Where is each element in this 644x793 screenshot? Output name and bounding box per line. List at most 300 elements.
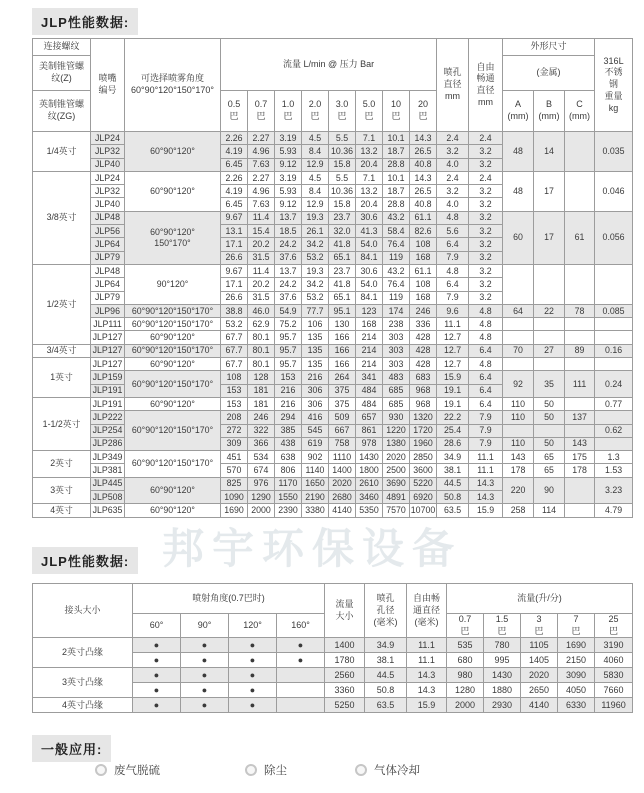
data-cell: 976 — [248, 477, 275, 490]
data-cell: 10.1 — [383, 171, 410, 184]
data-cell: 18.7 — [383, 145, 410, 158]
data-cell: 77.7 — [302, 304, 329, 317]
data-cell: 4.5 — [302, 132, 329, 145]
data-cell: 13.7 — [275, 211, 302, 224]
data-cell: 1280 — [447, 683, 484, 698]
data-cell: 428 — [410, 331, 437, 344]
data-cell: 143 — [503, 451, 534, 464]
data-cell: 5.93 — [275, 185, 302, 198]
data-cell: JLP48 — [91, 264, 125, 277]
data-cell: 13.2 — [356, 185, 383, 198]
data-cell: 166 — [329, 344, 356, 357]
data-cell: 15.9 — [437, 371, 469, 384]
header-cell: 2.0 巴 — [302, 91, 329, 132]
data-cell — [277, 698, 325, 713]
data-cell: ● — [277, 653, 325, 668]
data-cell: JLP64 — [91, 278, 125, 291]
data-cell: 4140 — [329, 504, 356, 517]
data-cell: 54.9 — [275, 304, 302, 317]
data-cell: 19.1 — [437, 397, 469, 410]
data-cell: 181 — [248, 384, 275, 397]
data-cell: 43.2 — [383, 264, 410, 277]
data-cell: 3.2 — [469, 145, 503, 158]
data-cell: 53.2 — [302, 251, 329, 264]
data-cell: 2.4 — [469, 171, 503, 184]
data-cell: 15.9 — [469, 504, 503, 517]
data-cell: 1.53 — [595, 464, 633, 477]
data-cell: 82.6 — [410, 225, 437, 238]
data-cell: 2.4 — [437, 132, 469, 145]
data-cell — [565, 477, 595, 504]
data-cell: 1.3 — [595, 451, 633, 464]
table-row — [33, 668, 633, 683]
data-cell: 65.1 — [329, 291, 356, 304]
data-cell: 8.4 — [302, 185, 329, 198]
data-cell: 3.23 — [595, 477, 633, 504]
header-cell: 自由畅 通直径 (毫米) — [407, 584, 447, 638]
data-cell: 303 — [383, 344, 410, 357]
data-cell: 4060 — [595, 653, 633, 668]
table-row — [33, 318, 633, 331]
data-cell: 11.1 — [407, 653, 447, 668]
data-cell: 1110 — [329, 451, 356, 464]
data-cell: 2020 — [521, 668, 558, 683]
data-cell: 9.6 — [437, 304, 469, 317]
data-cell: 1690 — [221, 504, 248, 517]
header-cell: 流量(升/分) — [447, 584, 633, 614]
data-cell: 1430 — [484, 668, 521, 683]
data-cell: 26.5 — [410, 145, 437, 158]
application-label: 除尘 — [264, 765, 287, 777]
data-cell: 44.5 — [365, 668, 407, 683]
header-cell: 0.7 巴 — [447, 614, 484, 638]
data-cell: 153 — [221, 397, 248, 410]
data-cell: 1英寸 — [33, 358, 91, 398]
data-cell: JLP445 — [91, 477, 125, 490]
data-cell: 1780 — [325, 653, 365, 668]
data-cell: 902 — [302, 451, 329, 464]
data-cell: ● — [181, 683, 229, 698]
data-cell: 2.27 — [248, 132, 275, 145]
data-cell: 70 — [503, 344, 534, 357]
table-row — [33, 132, 633, 145]
data-cell: 40.8 — [410, 158, 437, 171]
data-cell: JLP127 — [91, 344, 125, 357]
data-cell: 6.45 — [221, 198, 248, 211]
data-cell: 1550 — [275, 491, 302, 504]
data-cell: 137 — [565, 411, 595, 424]
data-cell: 27 — [534, 344, 565, 357]
data-cell: 10700 — [410, 504, 437, 517]
data-cell: 428 — [410, 344, 437, 357]
data-cell: 110 — [503, 411, 534, 424]
data-cell: 19.1 — [437, 384, 469, 397]
data-cell: JLP254 — [91, 424, 125, 437]
data-cell — [503, 358, 534, 371]
performance-table-1 — [32, 38, 633, 518]
table-row — [33, 331, 633, 344]
data-cell: 10.1 — [383, 132, 410, 145]
table-row — [33, 344, 633, 357]
data-cell: 1720 — [410, 424, 437, 437]
data-cell: 60°90°120° — [125, 171, 221, 211]
data-cell — [565, 397, 595, 410]
header-cell: 外形尺寸 — [503, 39, 595, 56]
data-cell: 3380 — [302, 504, 329, 517]
data-cell: 84.1 — [356, 251, 383, 264]
data-cell: 1405 — [521, 653, 558, 668]
table-row — [33, 638, 633, 653]
data-cell: 3.19 — [275, 132, 302, 145]
data-cell: 110 — [503, 397, 534, 410]
data-cell: 978 — [356, 437, 383, 450]
data-cell: 17 — [534, 211, 565, 264]
data-cell: 54.0 — [356, 238, 383, 251]
data-cell: 60°90°120° — [125, 358, 221, 371]
data-cell: 1690 — [558, 638, 595, 653]
data-cell: 322 — [248, 424, 275, 437]
data-cell: 95.7 — [275, 344, 302, 357]
data-cell: 5220 — [410, 477, 437, 490]
data-cell: 2190 — [302, 491, 329, 504]
data-cell: ● — [229, 683, 277, 698]
header-cell: 流量 大小 — [325, 584, 365, 638]
data-cell: 50 — [534, 437, 565, 450]
data-cell — [595, 437, 633, 450]
table-row — [33, 504, 633, 517]
data-cell: JLP40 — [91, 198, 125, 211]
data-cell: 980 — [447, 668, 484, 683]
data-cell: 35 — [534, 371, 565, 398]
data-cell: 60°90°120° 150°170° — [125, 211, 221, 264]
data-cell: 272 — [221, 424, 248, 437]
data-cell: ● — [181, 638, 229, 653]
data-cell: 50.8 — [437, 491, 469, 504]
data-cell: 30.6 — [356, 211, 383, 224]
data-cell: JLP56 — [91, 225, 125, 238]
data-cell: 7.1 — [356, 132, 383, 145]
data-cell — [565, 171, 595, 211]
data-cell: 5.5 — [329, 171, 356, 184]
data-cell: 825 — [221, 477, 248, 490]
data-cell: 18.7 — [383, 185, 410, 198]
data-cell: 90 — [534, 477, 565, 504]
data-cell: 41.8 — [329, 238, 356, 251]
data-cell: ● — [181, 698, 229, 713]
data-cell: 7.9 — [469, 424, 503, 437]
table-row — [33, 264, 633, 277]
data-cell: ● — [229, 698, 277, 713]
data-cell: 19.3 — [302, 264, 329, 277]
data-cell: 60°90°120°150°170° — [125, 318, 221, 331]
data-cell: 48 — [503, 171, 534, 211]
data-cell: 3090 — [558, 668, 595, 683]
data-cell: 119 — [383, 291, 410, 304]
data-cell: 18.5 — [275, 225, 302, 238]
header-cell: 3.0 巴 — [329, 91, 356, 132]
data-cell: 5.6 — [437, 225, 469, 238]
data-cell — [565, 504, 595, 517]
data-cell: 1290 — [248, 491, 275, 504]
data-cell: ● — [229, 653, 277, 668]
data-cell: 40.8 — [410, 198, 437, 211]
data-cell: 7.9 — [437, 251, 469, 264]
data-cell: 60°90°120° — [125, 331, 221, 344]
data-cell: JLP40 — [91, 158, 125, 171]
data-cell: 95.1 — [329, 304, 356, 317]
data-cell: 2英寸 — [33, 451, 91, 478]
data-cell: 7.9 — [437, 291, 469, 304]
data-cell: 9.67 — [221, 264, 248, 277]
header-cell: 美制锥管螺 纹(Z) — [33, 56, 91, 91]
data-cell: 216 — [302, 371, 329, 384]
data-cell: 7570 — [383, 504, 410, 517]
data-cell — [503, 331, 534, 344]
data-cell: 26.6 — [221, 251, 248, 264]
data-cell: 92 — [503, 371, 534, 398]
data-cell: 108 — [221, 371, 248, 384]
data-cell — [595, 264, 633, 304]
data-cell: ● — [229, 668, 277, 683]
data-cell: JLP24 — [91, 132, 125, 145]
data-cell: 385 — [275, 424, 302, 437]
data-cell: 6920 — [410, 491, 437, 504]
data-cell: ● — [133, 668, 181, 683]
data-cell: 683 — [410, 371, 437, 384]
data-cell: 64 — [503, 304, 534, 317]
header-cell: 接头大小 — [33, 584, 133, 638]
data-cell: 438 — [275, 437, 302, 450]
data-cell: 3.2 — [469, 238, 503, 251]
data-cell: 968 — [410, 384, 437, 397]
data-cell: 685 — [383, 384, 410, 397]
data-cell: 2英寸凸缘 — [33, 638, 133, 668]
header-cell: A (mm) — [503, 91, 534, 132]
header-cell: 120° — [229, 614, 277, 638]
data-cell — [565, 331, 595, 344]
data-cell: 62.9 — [248, 318, 275, 331]
header-cell: 0.7 巴 — [248, 91, 275, 132]
data-cell: 60°90°120°150°170° — [125, 411, 221, 451]
data-cell: 123 — [356, 304, 383, 317]
data-cell: 9.12 — [275, 198, 302, 211]
data-cell: 4.8 — [437, 211, 469, 224]
data-cell — [534, 358, 565, 371]
data-cell: 246 — [410, 304, 437, 317]
data-cell: 11.1 — [437, 318, 469, 331]
data-cell — [565, 264, 595, 304]
data-cell: 43.2 — [383, 211, 410, 224]
data-cell: 1/2英寸 — [33, 264, 91, 344]
data-cell: 3.2 — [469, 251, 503, 264]
data-cell: 309 — [221, 437, 248, 450]
data-cell: 13.2 — [356, 145, 383, 158]
data-cell: 1400 — [325, 638, 365, 653]
data-cell: 60°90°120°150°170° — [125, 371, 221, 398]
data-cell: 535 — [447, 638, 484, 653]
data-cell: 208 — [221, 411, 248, 424]
data-cell: 12.7 — [437, 344, 469, 357]
data-cell: 22.2 — [437, 411, 469, 424]
data-cell: JLP127 — [91, 358, 125, 371]
data-cell: 106 — [302, 318, 329, 331]
data-cell: 95.7 — [275, 331, 302, 344]
data-cell: 2560 — [325, 668, 365, 683]
data-cell: 37.6 — [275, 291, 302, 304]
data-cell: 84.1 — [356, 291, 383, 304]
data-cell — [534, 264, 565, 304]
data-cell: 930 — [383, 411, 410, 424]
data-cell: JLP635 — [91, 504, 125, 517]
header-cell: 25 巴 — [595, 614, 633, 638]
data-cell: 17 — [534, 171, 565, 211]
data-cell: 60°90°120°150°170° — [125, 304, 221, 317]
data-cell: 2150 — [558, 653, 595, 668]
data-cell: 674 — [248, 464, 275, 477]
data-cell: 3.19 — [275, 171, 302, 184]
data-cell: 7.9 — [469, 411, 503, 424]
data-cell: 5350 — [356, 504, 383, 517]
header-cell: 喷射角度(0.7巴时) — [133, 584, 325, 614]
data-cell: 758 — [329, 437, 356, 450]
data-cell: 1880 — [484, 683, 521, 698]
data-cell: 484 — [356, 397, 383, 410]
data-cell: 303 — [383, 358, 410, 371]
data-cell: 7660 — [595, 683, 633, 698]
data-cell: 31.5 — [248, 251, 275, 264]
data-cell: 375 — [329, 397, 356, 410]
data-cell: 1140 — [302, 464, 329, 477]
data-cell — [534, 318, 565, 331]
data-cell: 14.3 — [410, 132, 437, 145]
data-cell: 3.2 — [469, 278, 503, 291]
data-cell: 61.1 — [410, 211, 437, 224]
data-cell: 5830 — [595, 668, 633, 683]
data-cell: 214 — [356, 358, 383, 371]
data-cell: JLP381 — [91, 464, 125, 477]
data-cell: 13.7 — [275, 264, 302, 277]
data-cell: 60°90°120° — [125, 477, 221, 504]
circle-icon — [245, 764, 257, 776]
data-cell: 1380 — [383, 437, 410, 450]
data-cell: 3600 — [410, 464, 437, 477]
data-cell: 216 — [275, 397, 302, 410]
data-cell — [595, 318, 633, 331]
data-cell: 38.8 — [221, 304, 248, 317]
data-cell: 685 — [383, 397, 410, 410]
data-cell: 570 — [221, 464, 248, 477]
data-cell: 6330 — [558, 698, 595, 713]
header-cell: C (mm) — [565, 91, 595, 132]
data-cell: 75.2 — [275, 318, 302, 331]
header-cell: 喷孔 孔径 (毫米) — [365, 584, 407, 638]
data-cell: 135 — [302, 331, 329, 344]
data-cell: 306 — [302, 397, 329, 410]
data-cell: 135 — [302, 344, 329, 357]
watermark-text: 邦宇环保设备 — [162, 525, 463, 572]
data-cell: 44.5 — [437, 477, 469, 490]
data-cell: 28.6 — [437, 437, 469, 450]
data-cell: 1430 — [356, 451, 383, 464]
data-cell: ● — [229, 638, 277, 653]
data-cell: JLP286 — [91, 437, 125, 450]
data-cell — [503, 424, 534, 437]
data-cell: 11.1 — [469, 451, 503, 464]
data-cell: 60°90°120° — [125, 397, 221, 410]
data-cell — [595, 411, 633, 424]
data-cell: 50.8 — [365, 683, 407, 698]
data-cell: 53.2 — [221, 318, 248, 331]
data-cell: JLP159 — [91, 371, 125, 384]
data-cell: 174 — [383, 304, 410, 317]
data-cell: 9.12 — [275, 158, 302, 171]
data-cell: 53.2 — [302, 291, 329, 304]
data-cell: JLP191 — [91, 384, 125, 397]
data-cell: 6.4 — [469, 371, 503, 384]
applications-row — [0, 762, 644, 782]
data-cell: 1170 — [275, 477, 302, 490]
data-cell: 5.93 — [275, 145, 302, 158]
data-cell: JLP96 — [91, 304, 125, 317]
data-cell: 58.4 — [383, 225, 410, 238]
data-cell — [565, 358, 595, 371]
table-row — [33, 358, 633, 371]
data-cell: 294 — [275, 411, 302, 424]
data-cell: 15.8 — [329, 158, 356, 171]
data-cell: 3/4英寸 — [33, 344, 91, 357]
table-row — [33, 451, 633, 464]
data-cell: 4英寸 — [33, 504, 91, 517]
data-cell: JLP32 — [91, 145, 125, 158]
data-cell: 303 — [383, 331, 410, 344]
data-cell: JLP32 — [91, 185, 125, 198]
data-cell: 4140 — [521, 698, 558, 713]
data-cell — [534, 424, 565, 437]
data-cell: 7.63 — [248, 198, 275, 211]
data-cell: 111 — [565, 371, 595, 398]
data-cell: 428 — [410, 358, 437, 371]
data-cell: 7.9 — [469, 437, 503, 450]
data-cell: 995 — [484, 653, 521, 668]
application-item — [355, 762, 420, 778]
data-cell: 484 — [356, 384, 383, 397]
data-cell: 23.7 — [329, 211, 356, 224]
data-cell: 3/8英寸 — [33, 171, 91, 264]
data-cell: 20.4 — [356, 198, 383, 211]
table-row — [33, 397, 633, 410]
circle-icon — [95, 764, 107, 776]
data-cell: 657 — [356, 411, 383, 424]
data-cell: 0.16 — [595, 344, 633, 357]
header-cell: 20 巴 — [410, 91, 437, 132]
data-cell: 3.2 — [469, 185, 503, 198]
data-cell: 60°90°120°150°170° — [125, 344, 221, 357]
data-cell: 0.046 — [595, 171, 633, 211]
data-cell: 4.0 — [437, 158, 469, 171]
data-cell: 23.7 — [329, 264, 356, 277]
data-cell: 2.4 — [437, 171, 469, 184]
data-cell: 76.4 — [383, 238, 410, 251]
data-cell: 4.8 — [469, 358, 503, 371]
data-cell: 11960 — [595, 698, 633, 713]
header-cell: 10 巴 — [383, 91, 410, 132]
data-cell: 3.2 — [437, 145, 469, 158]
data-cell: 50 — [534, 411, 565, 424]
table-row — [33, 477, 633, 490]
data-cell: 10.36 — [329, 185, 356, 198]
data-cell: 26.6 — [221, 291, 248, 304]
data-cell: 60°90°120° — [125, 504, 221, 517]
